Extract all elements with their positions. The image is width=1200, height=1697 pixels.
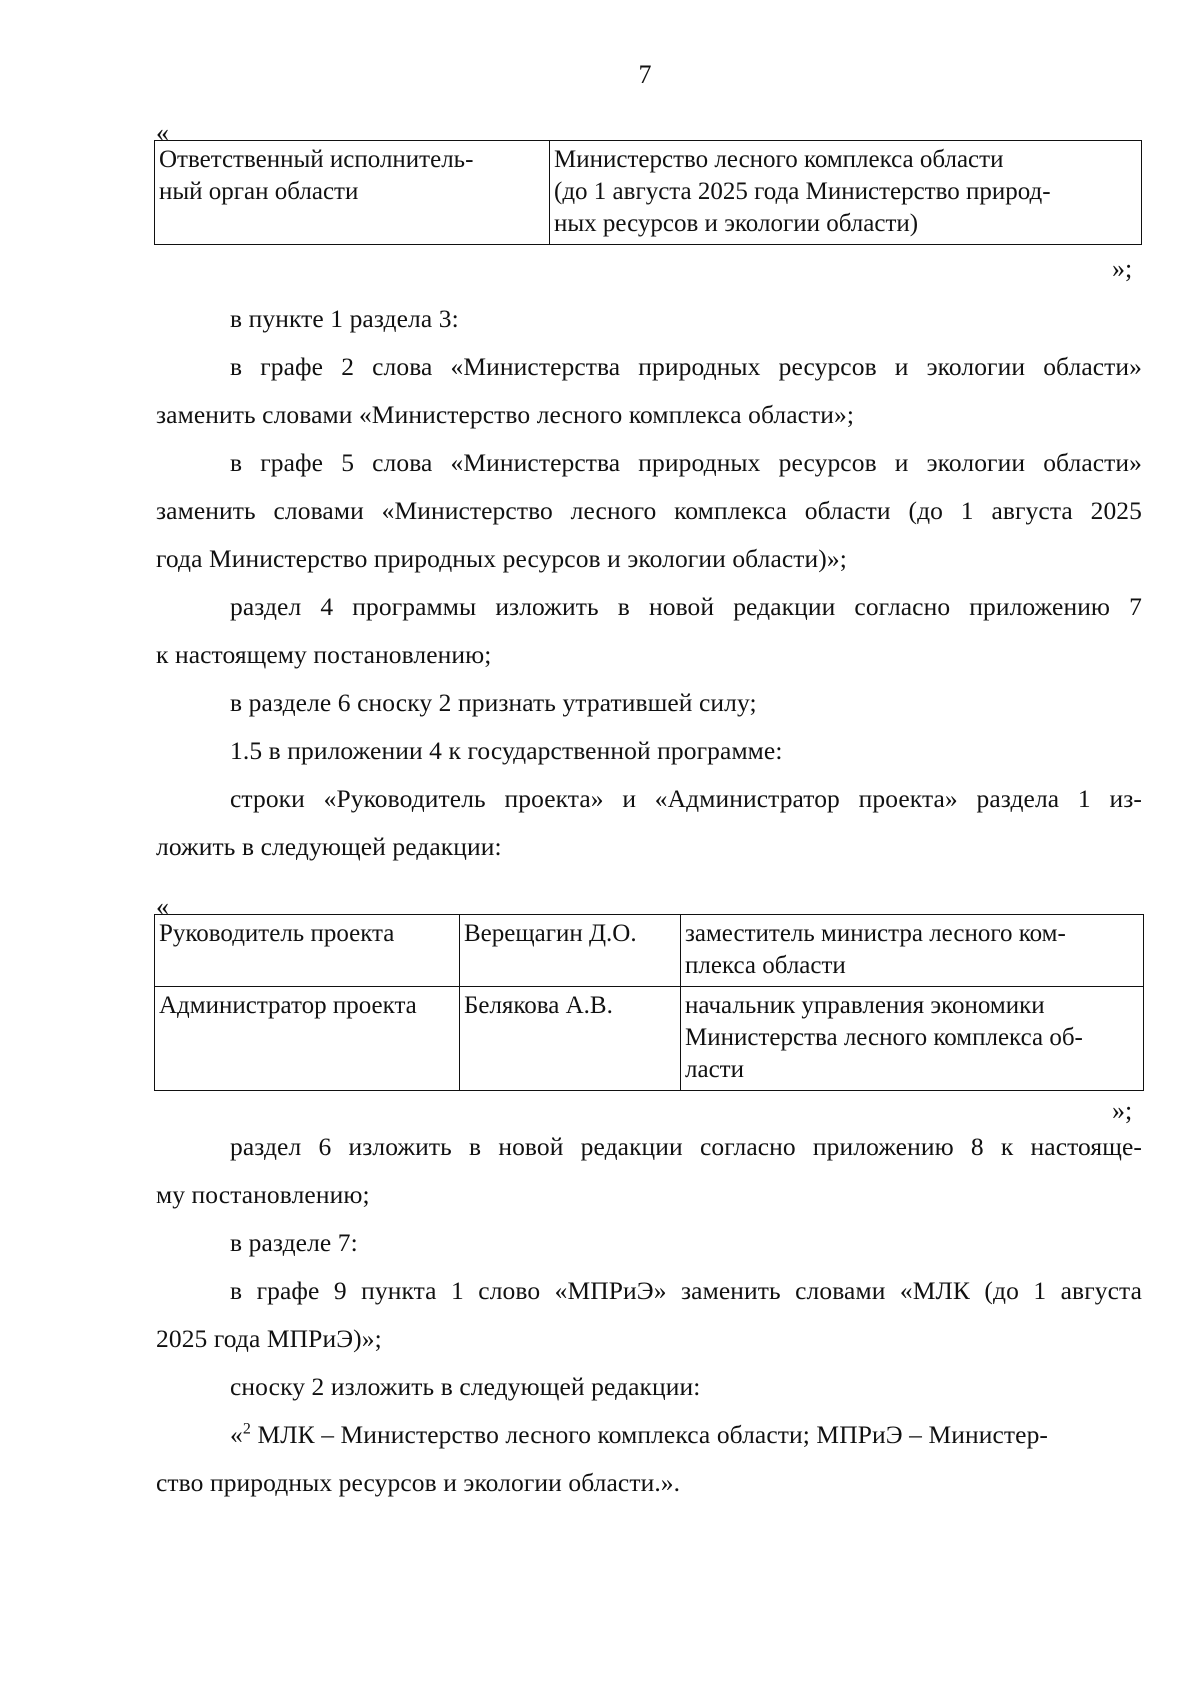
text-line: к настоящему постановлению; bbox=[156, 640, 492, 669]
project-team-table bbox=[154, 914, 1144, 1091]
cell-line: начальник управления экономики bbox=[685, 992, 1045, 1019]
cell-line: ных ресурсов и экологии области) bbox=[554, 210, 919, 237]
text-line: в разделе 7: bbox=[230, 1228, 358, 1257]
cell-line: Ответственный исполнитель- bbox=[159, 146, 474, 173]
text-line: в графе 5 слова «Министерства природных ресурсов и экологии области» bbox=[230, 448, 1142, 477]
cell-line: плекса области bbox=[685, 952, 846, 979]
text-line: му постановлению; bbox=[156, 1180, 370, 1209]
page-number: 7 bbox=[638, 60, 652, 89]
text-line: заменить словами «Министерство лесного комплекса области»; bbox=[156, 400, 855, 429]
cell-line: Министерство лесного комплекса области bbox=[554, 146, 1004, 173]
text-line: раздел 6 изложить в новой редакции согласно приложению 8 к настояще- bbox=[230, 1132, 1142, 1161]
name-cell: Белякова А.В. bbox=[460, 987, 681, 1091]
responsible-body-table bbox=[154, 140, 1142, 245]
text-line: 2025 года МПРиЭ)»; bbox=[156, 1324, 382, 1353]
text-line: 1.5 в приложении 4 к государственной программе: bbox=[230, 736, 783, 765]
table-row bbox=[155, 915, 1144, 987]
role-cell: Администратор проекта bbox=[155, 987, 460, 1091]
text-line: заменить словами «Министерство лесного комплекса области (до 1 августа 2025 bbox=[156, 496, 1142, 525]
cell-line: ласти bbox=[685, 1056, 744, 1083]
open-quote-2: « bbox=[156, 892, 169, 921]
footnote-line bbox=[230, 1420, 1142, 1450]
text-line: сноску 2 изложить в следующей редакции: bbox=[230, 1372, 701, 1401]
footnote-number: 2 bbox=[242, 1420, 251, 1438]
name-cell: Верещагин Д.О. bbox=[460, 915, 681, 987]
text-line: в пункте 1 раздела 3: bbox=[230, 304, 459, 333]
text-line: в разделе 6 сноску 2 признать утратившей силу; bbox=[230, 688, 757, 717]
footnote-quote: « bbox=[230, 1420, 243, 1449]
cell-line: ный орган области bbox=[159, 178, 359, 205]
close-quote-1: »; bbox=[1112, 254, 1133, 283]
open-quote-1: « bbox=[156, 118, 169, 147]
text-line: ство природных ресурсов и экологии области.». bbox=[156, 1468, 681, 1497]
text-line: раздел 4 программы изложить в новой редакции согласно приложению 7 bbox=[230, 592, 1142, 621]
text-line: строки «Руководитель проекта» и «Администратор проекта» раздела 1 из- bbox=[230, 784, 1142, 813]
position-cell bbox=[681, 915, 1144, 987]
footnote-text: МЛК – Министерство лесного комплекса области; МПРиЭ – Министер- bbox=[250, 1420, 1049, 1449]
text-line: в графе 9 пункта 1 слово «МПРиЭ» заменить словами «МЛК (до 1 августа bbox=[230, 1276, 1142, 1305]
cell-line: (до 1 августа 2025 года Министерство природ- bbox=[554, 178, 1051, 205]
table-cell-label bbox=[155, 141, 550, 245]
cell-line: заместитель министра лесного ком- bbox=[685, 920, 1066, 947]
text-line: ложить в следующей редакции: bbox=[156, 832, 502, 861]
position-cell bbox=[681, 987, 1144, 1091]
close-quote-2: »; bbox=[1112, 1096, 1133, 1125]
table-row bbox=[155, 141, 1142, 245]
text-line: года Министерство природных ресурсов и экологии области)»; bbox=[156, 544, 847, 573]
text-line: в графе 2 слова «Министерства природных ресурсов и экологии области» bbox=[230, 352, 1142, 381]
cell-line: Министерства лесного комплекса об- bbox=[685, 1024, 1083, 1051]
table-cell-value bbox=[550, 141, 1142, 245]
table-row bbox=[155, 987, 1144, 1091]
role-cell: Руководитель проекта bbox=[155, 915, 460, 987]
